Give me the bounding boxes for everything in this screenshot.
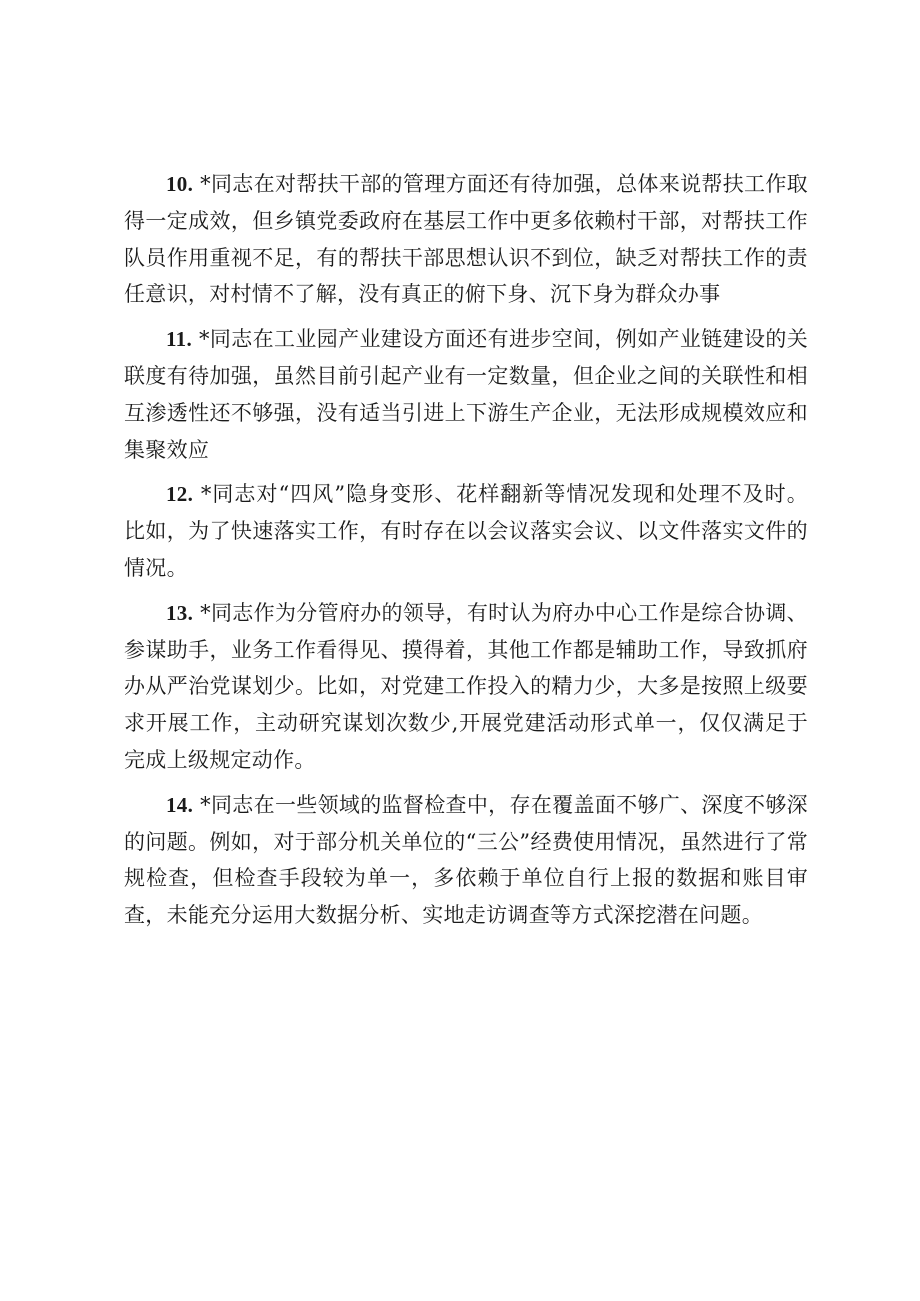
item-number: 13. bbox=[166, 600, 194, 625]
item-text: *同志作为分管府办的领导，有时认为府办中心工作是综合协调、参谋助手，业务工作看得见、摸得着，其他工作都是辅助工作，导致抓府办从严治党谋划少。比如，对党建工作投入的精力少，大多是按照上级要求开展工作，主动研究谋划次数少,开展党建活动形式单一，仅仅满足于完成上级规定动作。 bbox=[124, 600, 808, 772]
paragraph-item-12 bbox=[124, 476, 808, 586]
item-number: 12. bbox=[166, 482, 194, 507]
item-text: *同志在一些领域的监督检查中，存在覆盖面不够广、深度不够深的问题。例如，对于部分机关单位的“三公”经费使用情况，虽然进行了常规检查，但检查手段较为单一，多依赖于单位自行上报的数据和账目审查，未能充分运用大数据分析、实地走访调查等方式深挖潜在问题。 bbox=[124, 792, 808, 928]
item-number: 11. bbox=[166, 327, 192, 352]
item-text: *同志对“四风”隐身变形、花样翻新等情况发现和处理不及时。比如，为了快速落实工作，有时存在以会议落实会议、以文件落实文件的情况。 bbox=[124, 482, 809, 580]
item-number: 14. bbox=[166, 792, 194, 817]
document-body bbox=[124, 166, 808, 942]
paragraph-item-14 bbox=[124, 787, 808, 934]
paragraph-item-13 bbox=[124, 595, 808, 779]
item-text: *同志在工业园产业建设方面还有进步空间，例如产业链建设的关联度有待加强，虽然目前引起产业有一定数量，但企业之间的关联性和相互渗透性还不够强，没有适当引进上下游生产企业，无法形成规模效应和集聚效应 bbox=[124, 327, 808, 462]
paragraph-item-10 bbox=[124, 166, 808, 313]
item-number: 10. bbox=[166, 172, 194, 196]
paragraph-item-11 bbox=[124, 321, 808, 468]
item-text: *同志在对帮扶干部的管理方面还有待加强，总体来说帮扶工作取得一定成效，但乡镇党委政府在基层工作中更多依赖村干部，对帮扶工作队员作用重视不足，有的帮扶干部思想认识不到位，缺乏对帮扶工作的责任意识，对村情不了解，没有真正的俯下身、沉下身为群众办事 bbox=[124, 172, 808, 307]
